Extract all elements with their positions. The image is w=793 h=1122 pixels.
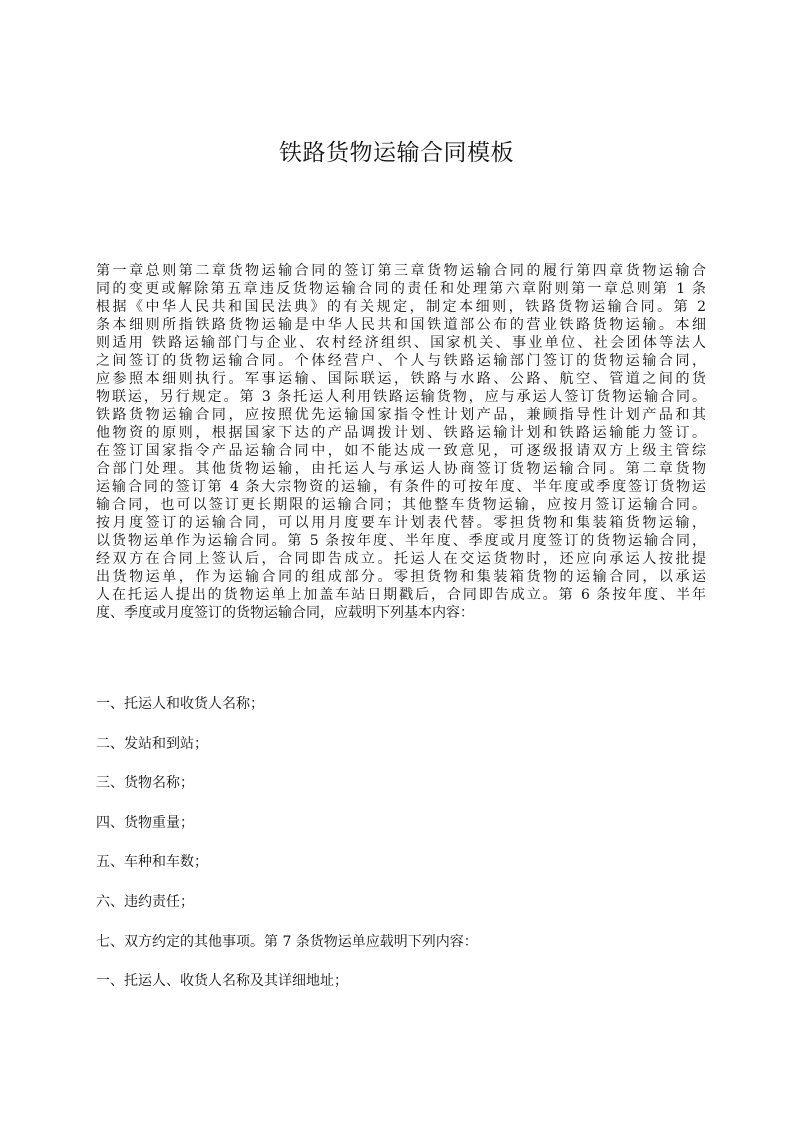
- paragraph-line: 铁路货物运输合同，应按照优先运输国家指令性计划产品，兼顾指导性计划产品和其: [96, 407, 706, 423]
- paragraph-line: 第一章总则第二章货物运输合同的签订第三章货物运输合同的履行第四章货物运输合: [96, 263, 706, 279]
- item-list: [96, 695, 716, 1012]
- paragraph-line: 同的变更或解除第五章违反货物运输合同的责任和处理第六章附则第一章总则第 1 条: [96, 281, 706, 297]
- list-item: 六、违约责任；: [96, 893, 194, 910]
- paragraph-line: 合部门处理。其他货物运输，由托运人与承运人协商签订货物运输合同。第二章货物: [96, 461, 706, 477]
- paragraph-line: 输合同，也可以签订更长期限的运输合同；其他整车货物运输，应按月签订运输合同。: [96, 497, 706, 513]
- paragraph-line: 在签订国家指令产品运输合同中，如不能达成一致意见，可逐级报请双方上级主管综: [96, 443, 706, 459]
- list-item: 五、车种和车数；: [96, 854, 208, 871]
- body-paragraph: [96, 262, 706, 622]
- paragraph-line: 则适用 铁路运输部门与企业、农村经济组织、国家机关、事业单位、社会团体等法人: [96, 335, 706, 351]
- paragraph-line: 以货物运单作为运输合同。第 5 条按年度、半年度、季度或月度签订的货物运输合同，: [96, 533, 706, 549]
- document-title: 铁路货物运输合同模板: [279, 140, 514, 166]
- paragraph-line: 经双方在合同上签认后，合同即告成立。托运人在交运货物时，还应向承运人按批提: [96, 551, 706, 567]
- paragraph-line: 物联运，另行规定。第 3 条托运人利用铁路运输货物，应与承运人签订货物运输合同。: [96, 389, 706, 405]
- paragraph-line: 条本细则所指铁路货物运输是中华人民共和国铁道部公布的营业铁路货物运输。本细: [96, 317, 706, 333]
- paragraph-line: 运输合同的签订第 4 条大宗物资的运输，有条件的可按年度、半年度或季度签订货物运: [96, 479, 706, 495]
- paragraph-line: 出货物运单，作为运输合同的组成部分。零担货物和集装箱货物的运输合同，以承运: [96, 569, 706, 585]
- paragraph-line: 之间签订的货物运输合同。个体经营户、个人与铁路运输部门签订的货物运输合同，: [96, 353, 706, 369]
- paragraph-line: 人在托运人提出的货物运单上加盖车站日期戳后，合同即告成立。第 6 条按年度、半年: [96, 587, 706, 603]
- paragraph-line: 应参照本细则执行。军事运输、国际联运，铁路与水路、公路、航空、管道之间的货: [96, 371, 706, 387]
- paragraph-line: 根据《中华人民共和国民法典》的有关规定，制定本细则，铁路货物运输合同。第 2: [96, 299, 706, 315]
- list-item: 四、货物重量；: [96, 814, 194, 831]
- paragraph-line: 按月度签订的运输合同，可以用月度要车计划表代替。零担货物和集装箱货物运输，: [96, 515, 706, 531]
- list-item: 一、托运人、收货人名称及其详细地址；: [96, 973, 348, 990]
- list-item: 三、货物名称；: [96, 775, 194, 792]
- list-item: 二、发站和到站；: [96, 735, 208, 752]
- paragraph-line: 他物资的原则，根据国家下达的产品调拨计划、铁路运输计划和铁路运输能力签订。: [96, 425, 706, 441]
- list-item: 一、托运人和收货人名称；: [96, 696, 264, 712]
- list-item: 七、双方约定的其他事项。第 7 条货物运单应载明下列内容：: [96, 933, 478, 950]
- paragraph-line: 度、季度或月度签订的货物运输合同，应载明下列基本内容：: [96, 605, 474, 621]
